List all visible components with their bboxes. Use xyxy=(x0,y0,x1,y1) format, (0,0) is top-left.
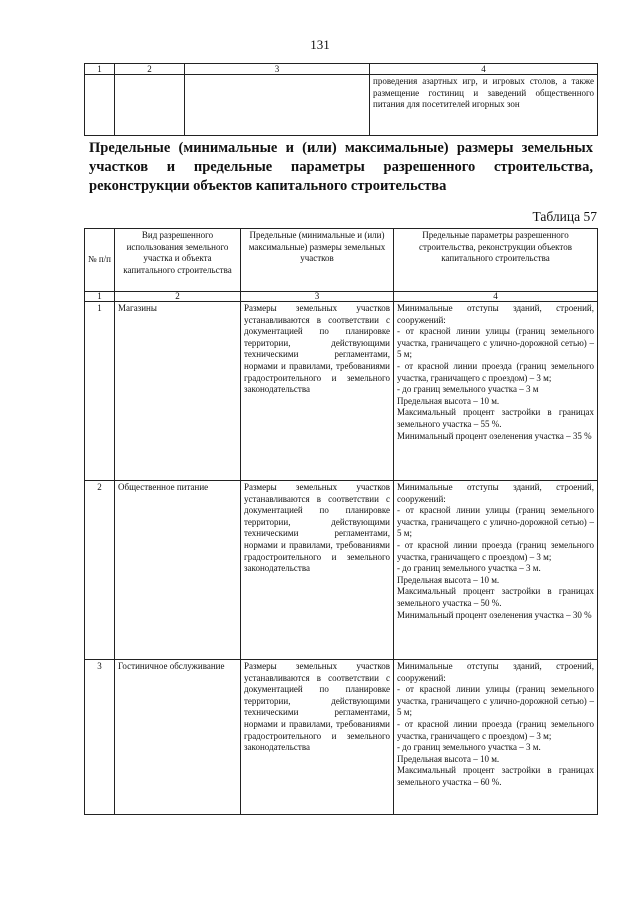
param-line: - до границ земельного участка – 3 м. xyxy=(397,563,541,574)
column-number-row xyxy=(85,64,598,75)
continued-table xyxy=(84,63,598,136)
param-line: Предельная высота – 10 м. xyxy=(397,395,500,406)
param-line: Предельная высота – 10 м. xyxy=(397,753,500,764)
param-line: - от красной линии проезда (границ земельного участка, граничащего с проездом) – 3 м; xyxy=(397,360,594,383)
param-line: - от красной линии проезда (границ земельного участка, граничащего с проездом) – 3 м; xyxy=(397,718,594,741)
row-plot-sizes: Размеры земельных участков устанавливаются в соответствии с документацией по планировке территории, действующими техническими регламентами, нормами и правилами, требованиями градостроительного и земельного законодательства xyxy=(241,481,394,660)
param-line: Максимальный процент застройки в границах земельного участка – 55 %. xyxy=(397,407,594,429)
row-use-type: Магазины xyxy=(115,302,241,481)
param-line: Предельная высота – 10 м. xyxy=(397,574,500,585)
section-title: Предельные (минимальные и (или) максимальные) размеры земельных участков и предельные параметры разрешенного строительства, реконструкции объектов капитального строительства xyxy=(89,140,593,194)
header-use-type: Вид разрешенного использования земельного участка и объекта капитального строительства xyxy=(115,229,241,292)
column-number: 1 xyxy=(85,292,115,302)
param-line: Минимальные отступы зданий, строений, сооружений: xyxy=(397,303,594,325)
row-build-params xyxy=(394,660,598,815)
row-plot-sizes: Размеры земельных участков устанавливаются в соответствии с документацией по планировке территории, действующими техническими регламентами, нормами и правилами, требованиями градостроительного и земельного законодательства xyxy=(241,660,394,815)
param-line: - от красной линии улицы (границ земельного участка, граничащего с улично-дорожной сетью) – 5 м; xyxy=(397,684,594,718)
header-num: № п/п xyxy=(85,229,115,292)
row-build-params xyxy=(394,302,598,481)
row-number: 3 xyxy=(85,660,115,815)
table-cell xyxy=(85,75,115,136)
table-cell xyxy=(115,75,185,136)
table-row xyxy=(85,481,598,660)
row-use-type: Гостиничное обслуживание xyxy=(115,660,241,815)
param-line: - до границ земельного участка – 3 м xyxy=(397,384,539,395)
param-line: Минимальный процент озеленения участка – 30 % xyxy=(397,609,592,620)
row-number: 1 xyxy=(85,302,115,481)
param-line: Минимальные отступы зданий, строений, сооружений: xyxy=(397,482,594,504)
param-line: Максимальный процент застройки в границах земельного участка – 50 %. xyxy=(397,586,594,608)
row-number: 2 xyxy=(85,481,115,660)
param-line: Минимальный процент озеленения участка – 35 % xyxy=(397,430,592,441)
row-use-type: Общественное питание xyxy=(115,481,241,660)
column-number: 1 xyxy=(85,64,115,75)
parameters-table xyxy=(84,228,598,815)
column-number-row xyxy=(85,292,598,302)
table-row xyxy=(85,660,598,815)
column-number: 2 xyxy=(115,292,241,302)
table-row xyxy=(85,302,598,481)
header-row xyxy=(85,229,598,292)
column-number: 3 xyxy=(241,292,394,302)
column-number: 4 xyxy=(394,292,598,302)
table-label: Таблица 57 xyxy=(532,209,597,224)
continuation-text: проведения азартных игр, и игровых столов, а также размещение гостиниц и заведений общественного питания для посетителей игорных зон xyxy=(370,75,598,136)
param-line: Минимальные отступы зданий, строений, сооружений: xyxy=(397,661,594,683)
page-number: 131 xyxy=(310,37,330,52)
param-line: - от красной линии улицы (границ земельного участка, граничащего с улично-дорожной сетью) – 5 м; xyxy=(397,326,594,360)
table-row xyxy=(85,75,598,136)
column-number: 2 xyxy=(115,64,185,75)
row-build-params xyxy=(394,481,598,660)
column-number: 3 xyxy=(185,64,370,75)
header-plot-sizes: Предельные (минимальные и (или) максимальные) размеры земельных участков xyxy=(241,229,394,292)
param-line: - от красной линии улицы (границ земельного участка, граничащего с улично-дорожной сетью) – 5 м; xyxy=(397,505,594,539)
header-build-params: Предельные параметры разрешенного строительства, реконструкции объектов капитального строительства xyxy=(394,229,598,292)
column-number: 4 xyxy=(370,64,598,75)
param-line: Максимальный процент застройки в границах земельного участка – 60 %. xyxy=(397,765,594,787)
param-line: - от красной линии проезда (границ земельного участка, граничащего с проездом) – 3 м; xyxy=(397,539,594,562)
row-plot-sizes: Размеры земельных участков устанавливаются в соответствии с документацией по планировке территории, действующими техническими регламентами, нормами и правилами, требованиями градостроительного и земельного законодательства xyxy=(241,302,394,481)
table-cell xyxy=(185,75,370,136)
param-line: - до границ земельного участка – 3 м. xyxy=(397,742,541,753)
